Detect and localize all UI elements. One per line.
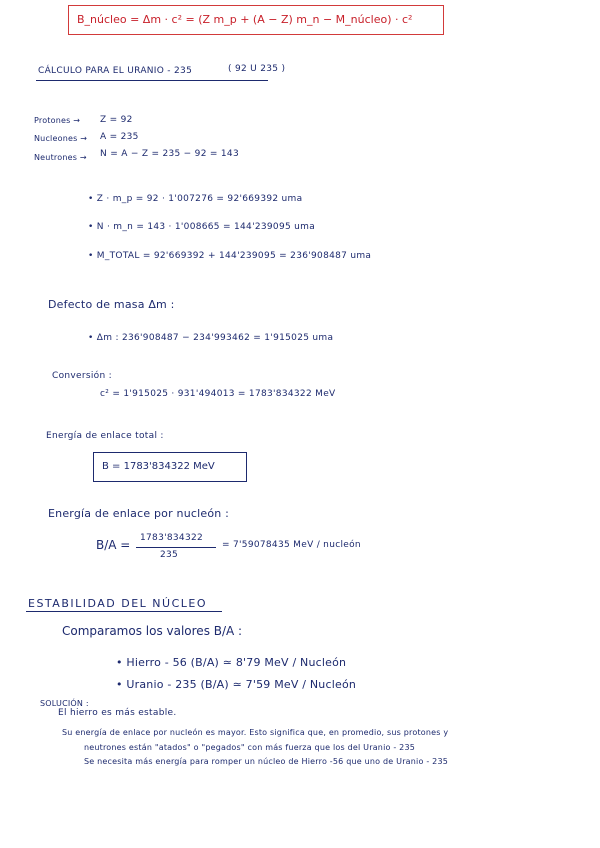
neutrons-value: N = A − Z = 235 − 92 = 143 <box>100 149 239 159</box>
calc-isotope: ( 92 U 235 ) <box>228 64 286 74</box>
binding-energy-label: Energía de enlace total : <box>46 431 164 441</box>
protons-value: Z = 92 <box>100 115 133 125</box>
total-mass: • M_TOTAL = 92'669392 + 144'239095 = 236'908487 uma <box>88 251 372 261</box>
formula-box <box>68 5 444 35</box>
mass-defect-formula: • Δm : 236'908487 − 234'993462 = 1'915025 uma <box>88 333 334 343</box>
solution-line-1: Su energía de enlace por nucleón es mayor. Esto significa que, en promedio, sus protones y <box>62 728 449 737</box>
protons-mass: • Z · m_p = 92 · 1'007276 = 92'669392 uma <box>88 194 303 204</box>
calc-title-underline <box>36 80 268 81</box>
solution-conclusion: El hierro es más estable. <box>58 708 177 718</box>
fraction-bar <box>136 547 216 548</box>
protons-label: Protones → <box>34 116 81 125</box>
per-nucleon-label: Energía de enlace por nucleón : <box>48 507 230 520</box>
mass-defect-label: Defecto de masa Δm : <box>48 298 175 311</box>
per-nucleon-result: = 7'59078435 MeV / nucleón <box>222 540 361 550</box>
conversion-label: Conversión : <box>52 371 112 381</box>
neutrons-label: Neutrones → <box>34 153 87 162</box>
stability-uranium: • Uranio - 235 (B/A) ≃ 7'59 MeV / Nucleón <box>116 678 357 691</box>
conversion-formula: c² = 1'915025 · 931'494013 = 1783'834322 MeV <box>100 389 336 399</box>
per-nucleon-denominator: 235 <box>160 550 179 560</box>
calc-title: CÁLCULO PARA EL URANIO - 235 <box>38 66 193 76</box>
per-nucleon-lhs: B/A = <box>96 538 131 552</box>
solution-line-3: Se necesita más energía para romper un núcleo de Hierro -56 que uno de Uranio - 235 <box>84 757 449 766</box>
stability-title: ESTABILIDAD DEL NÚCLEO <box>28 597 207 610</box>
per-nucleon-numerator: 1783'834322 <box>140 533 204 543</box>
binding-energy-result-box <box>93 452 247 482</box>
solution-line-2: neutrones están "atados" o "pegados" con más fuerza que los del Uranio - 235 <box>84 743 416 752</box>
solution-label: SOLUCIÓN : <box>40 699 89 708</box>
nucleons-label: Nucleones → <box>34 134 88 143</box>
stability-compare: Comparamos los valores B/A : <box>62 624 243 638</box>
neutrons-mass: • N · m_n = 143 · 1'008665 = 144'239095 uma <box>88 222 316 232</box>
binding-energy-formula: B_núcleo = Δm · c² = (Z m_p + (A − Z) m_n − M_núcleo) · c² <box>77 13 413 26</box>
binding-energy-result: B = 1783'834322 MeV <box>102 461 215 472</box>
stability-iron: • Hierro - 56 (B/A) ≃ 8'79 MeV / Nucleón <box>116 656 347 669</box>
stability-title-underline <box>26 611 222 612</box>
nucleons-value: A = 235 <box>100 132 139 142</box>
